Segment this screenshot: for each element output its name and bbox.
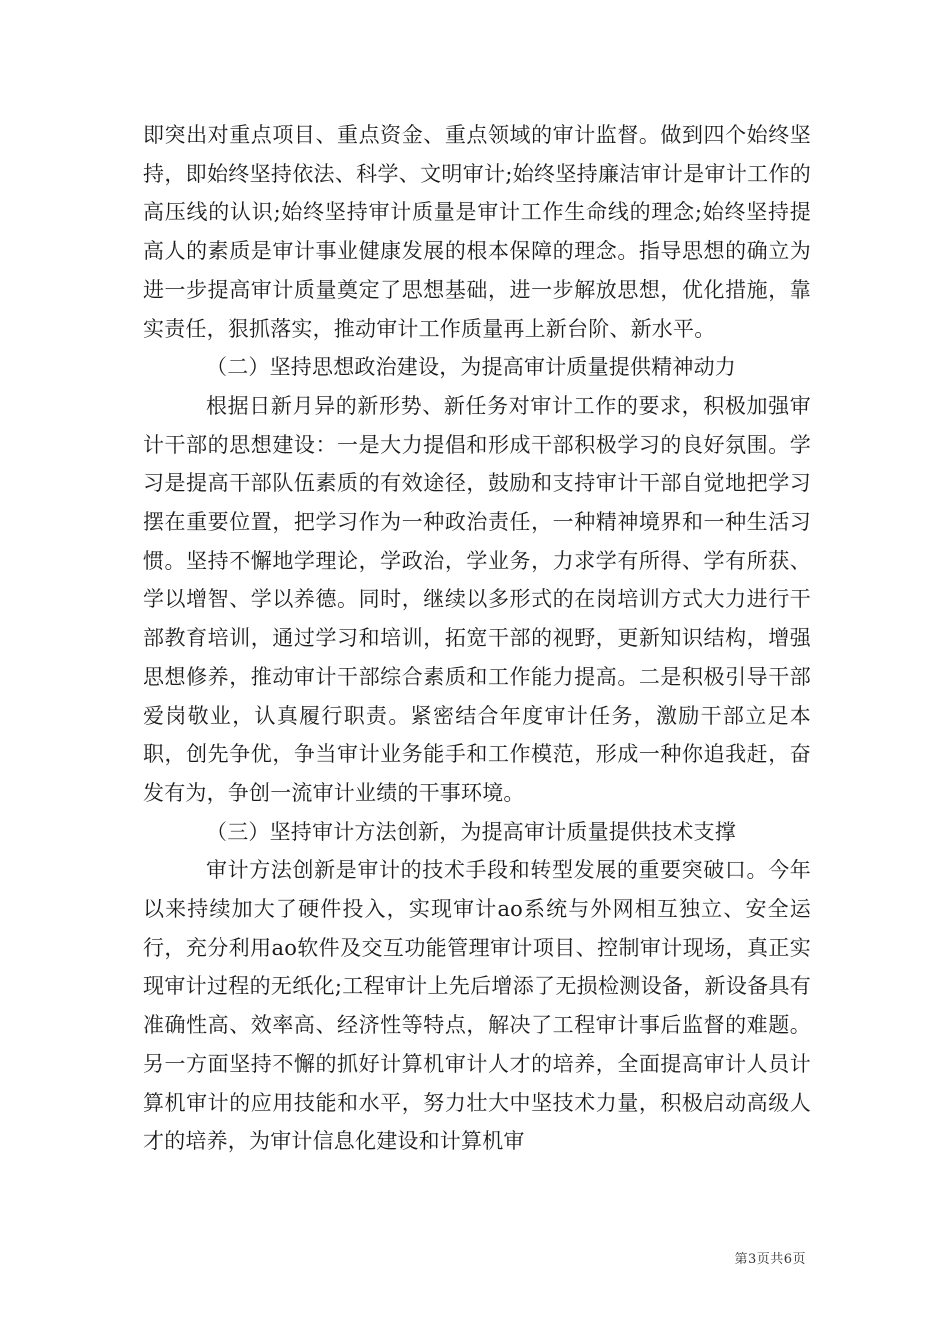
paragraph-method-innovation: 审计方法创新是审计的技术手段和转型发展的重要突破口。今年以来持续加大了硬件投入，实现审计ao系统与外网相互独立、安全运行，充分利用ao软件及交互功能管理审计项目、控制审计现场，真正实现审计过程的无纸化;工程审计上先后增添了无损检测设备，新设备具有准确性高、效率高、经济性等特点，解决了工程审计事后监督的难题。另一方面坚持不懈的抓好计算机审计人才的培养，全面提高审计人员计算机审计的应用技能和水平，努力壮大中坚技术力量，积极启动高级人才的培养，为审计信息化建设和计算机审	[143, 858, 811, 1154]
page-number: 第3页共6页	[734, 1252, 806, 1267]
section-heading-3: （三）坚持审计方法创新，为提高审计质量提供技术支撑	[206, 819, 736, 844]
section-heading-2: （二）坚持思想政治建设，为提高审计质量提供精神动力	[206, 355, 736, 380]
document-body	[143, 116, 811, 1161]
paragraph-continued: 即突出对重点项目、重点资金、重点领域的审计监督。做到四个始终坚持，即始终坚持依法、科学、文明审计;始终坚持廉洁审计是审计工作的高压线的认识;始终坚持审计质量是审计工作生命线的理念;始终坚持提高人的素质是审计事业健康发展的根本保障的理念。指导思想的确立为进一步提高审计质量奠定了思想基础，进一步解放思想，优化措施，靠实责任，狠抓落实，推动审计工作质量再上新台阶、新水平。	[143, 123, 811, 341]
paragraph-thought-building: 根据日新月异的新形势、新任务对审计工作的要求，积极加强审计干部的思想建设：一是大力提倡和形成干部积极学习的良好氛围。学习是提高干部队伍素质的有效途径，鼓励和支持审计干部自觉地把学习摆在重要位置，把学习作为一种政治责任，一种精神境界和一种生活习惯。坚持不懈地学理论，学政治，学业务，力求学有所得、学有所获、学以增智、学以养德。同时，继续以多形式的在岗培训方式大力进行干部教育培训，通过学习和培训，拓宽干部的视野，更新知识结构，增强思想修养，推动审计干部综合素质和工作能力提高。二是积极引导干部爱岗敬业，认真履行职责。紧密结合年度审计任务，激励干部立足本职，创先争优，争当审计业务能手和工作模范，形成一种你追我赶，奋发有为，争创一流审计业绩的干事环境。	[143, 393, 811, 805]
